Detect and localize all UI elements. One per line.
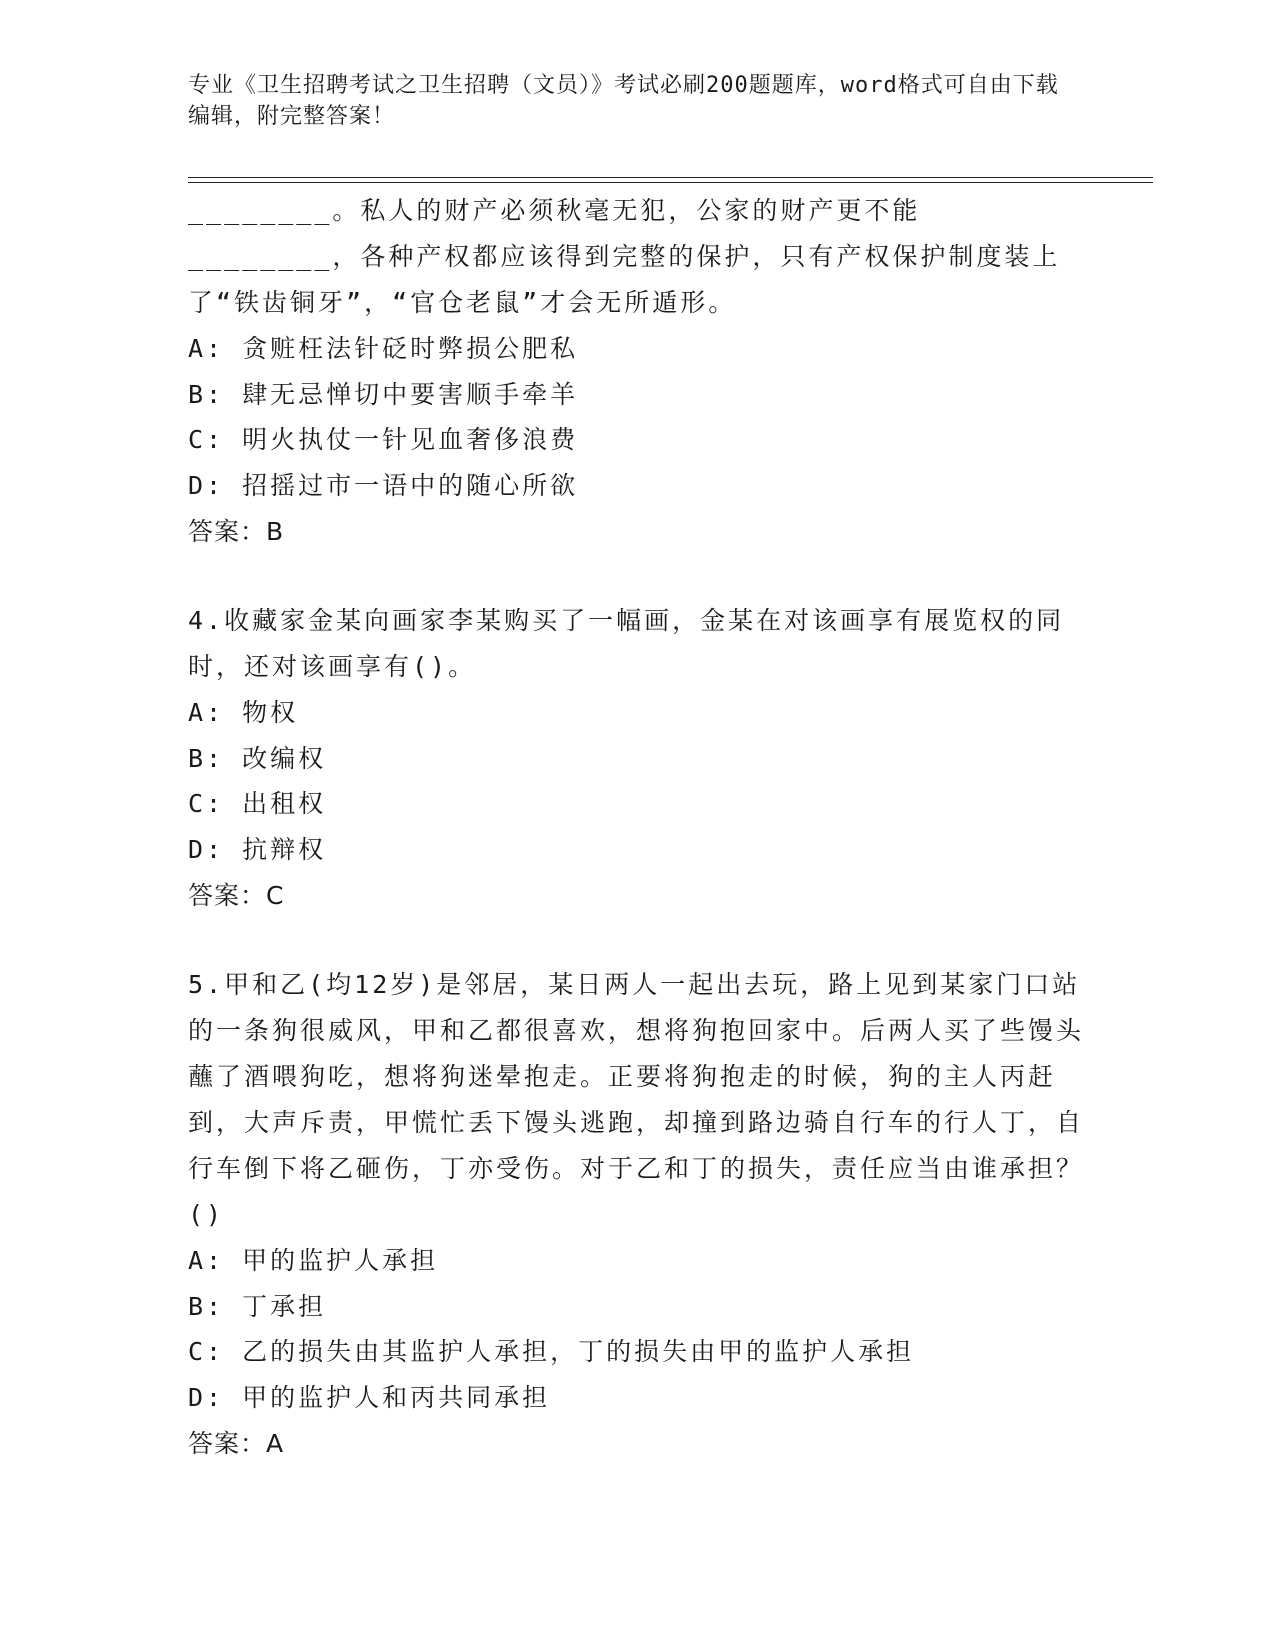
- answer: 答案：C: [188, 881, 285, 910]
- option-c: C: 明火执仗一针见血奢侈浪费: [188, 425, 579, 454]
- option-c: C: 出租权: [188, 789, 327, 818]
- option-b: B: 肆无忌惮切中要害顺手牵羊: [188, 379, 579, 409]
- option-c: C: 乙的损失由其监护人承担，丁的损失由甲的监护人承担: [188, 1337, 915, 1366]
- option-d: D: 甲的监护人和丙共同承担: [188, 1382, 551, 1412]
- option-b: B: 改编权: [188, 743, 327, 773]
- spacer: [188, 556, 1088, 598]
- answer: 答案：A: [188, 1429, 285, 1458]
- option-a: A: 物权: [188, 698, 299, 727]
- option-a: A: 贪赃枉法针砭时弊损公肥私: [188, 334, 579, 363]
- answer: 答案：B: [188, 517, 285, 546]
- question-5: [188, 962, 1088, 1468]
- question-3: [188, 188, 1088, 556]
- question-text: 5.甲和乙(均12岁)是邻居，某日两人一起出去玩，路上见到某家门口站的一条狗很威风，甲和乙都很喜欢，想将狗抱回家中。后两人买了些馒头蘸了酒喂狗吃，想将狗迷晕抱走。正要将狗抱走的时候，狗的主人丙赶到，大声斥责，甲慌忙丢下馒头逃跑，却撞到路边骑自行车的行人丁，自行车倒下将乙砸伤，丁亦受伤。对于乙和丁的损失，责任应当由谁承担？(): [188, 970, 1085, 1229]
- document-header: 专业《卫生招聘考试之卫生招聘（文员）》考试必刷200题题库，word格式可自由下载编辑，附完整答案！: [188, 73, 1059, 129]
- question-text: ________。私人的财产必须秋毫无犯，公家的财产更不能________，各种产权都应该得到完整的保护，只有产权保护制度装上了“铁齿铜牙”，“官仓老鼠”才会无所遁形。: [188, 196, 1061, 317]
- option-a: A: 甲的监护人承担: [188, 1246, 439, 1275]
- document-body: [188, 188, 1088, 1468]
- question-4: [188, 598, 1088, 920]
- spacer: [188, 920, 1088, 962]
- option-b: B: 丁承担: [188, 1291, 327, 1321]
- header-divider-top: [188, 177, 1153, 178]
- question-text: 4.收藏家金某向画家李某购买了一幅画，金某在对该画享有展览权的同时，还对该画享有()。: [188, 606, 1065, 681]
- option-d: D: 招摇过市一语中的随心所欲: [188, 470, 579, 500]
- header-divider-bottom: [188, 182, 1153, 183]
- option-d: D: 抗辩权: [188, 834, 327, 864]
